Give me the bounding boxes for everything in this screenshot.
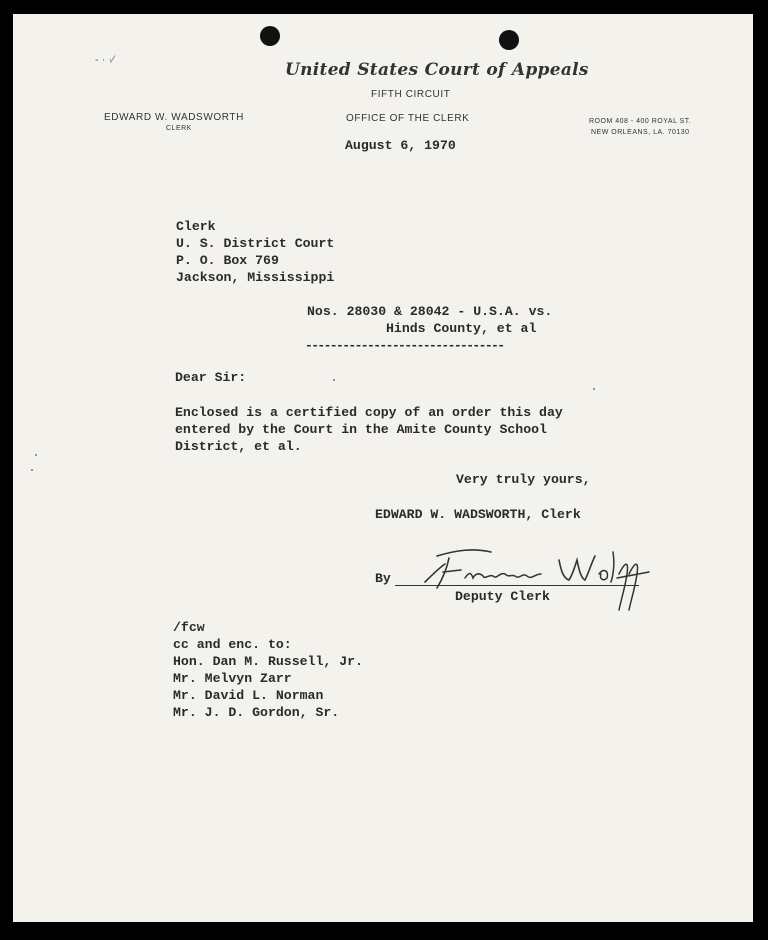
stray-speck xyxy=(31,469,33,471)
reference-line-2: Hinds County, et al xyxy=(386,321,537,336)
cc-label: cc and enc. to: xyxy=(173,637,292,652)
cc-recipient: Hon. Dan M. Russell, Jr. xyxy=(173,654,363,669)
stray-speck xyxy=(333,379,335,381)
court-name: United States Court of Appeals xyxy=(285,60,589,80)
typist-initials: /fcw xyxy=(173,620,205,635)
signer-title: Deputy Clerk xyxy=(455,589,550,604)
salutation: Dear Sir: xyxy=(175,370,247,385)
address-line-2: NEW ORLEANS, LA. 70130 xyxy=(591,129,690,136)
cc-recipient: Mr. J. D. Gordon, Sr. xyxy=(173,705,340,720)
office-label: OFFICE OF THE CLERK xyxy=(346,113,470,124)
body-line: Enclosed is a certified copy of an order this day xyxy=(175,405,563,420)
letter-page xyxy=(13,14,753,922)
letter-date: August 6, 1970 xyxy=(345,138,456,153)
recipient-line: P. O. Box 769 xyxy=(176,253,279,268)
body-line: entered by the Court in the Amite County School xyxy=(175,422,547,437)
recipient-line: Clerk xyxy=(176,219,216,234)
reference-line-1: Nos. 28030 & 28042 - U.S.A. vs. xyxy=(307,304,553,319)
body-line: District, et al. xyxy=(175,439,302,454)
cc-recipient: Mr. David L. Norman xyxy=(173,688,324,703)
recipient-line: U. S. District Court xyxy=(176,236,335,251)
clerk-title: CLERK xyxy=(166,125,192,132)
by-label: By xyxy=(375,571,391,586)
stray-mark: - · ·⁄ xyxy=(95,54,114,66)
circuit-label: FIFTH CIRCUIT xyxy=(371,89,451,100)
cc-recipient: Mr. Melvyn Zarr xyxy=(173,671,292,686)
recipient-line: Jackson, Mississippi xyxy=(176,270,335,285)
signer-name: EDWARD W. WADSWORTH, Clerk xyxy=(375,507,581,522)
reference-underline: -------------------------------- xyxy=(305,338,504,353)
address-line-1: ROOM 408 - 400 ROYAL ST. xyxy=(589,118,692,125)
stray-speck xyxy=(35,454,37,456)
punch-hole-left xyxy=(260,26,280,46)
punch-hole-right xyxy=(499,30,519,50)
stray-speck xyxy=(593,388,595,390)
clerk-name: EDWARD W. WADSWORTH xyxy=(104,112,244,123)
closing: Very truly yours, xyxy=(456,472,591,487)
